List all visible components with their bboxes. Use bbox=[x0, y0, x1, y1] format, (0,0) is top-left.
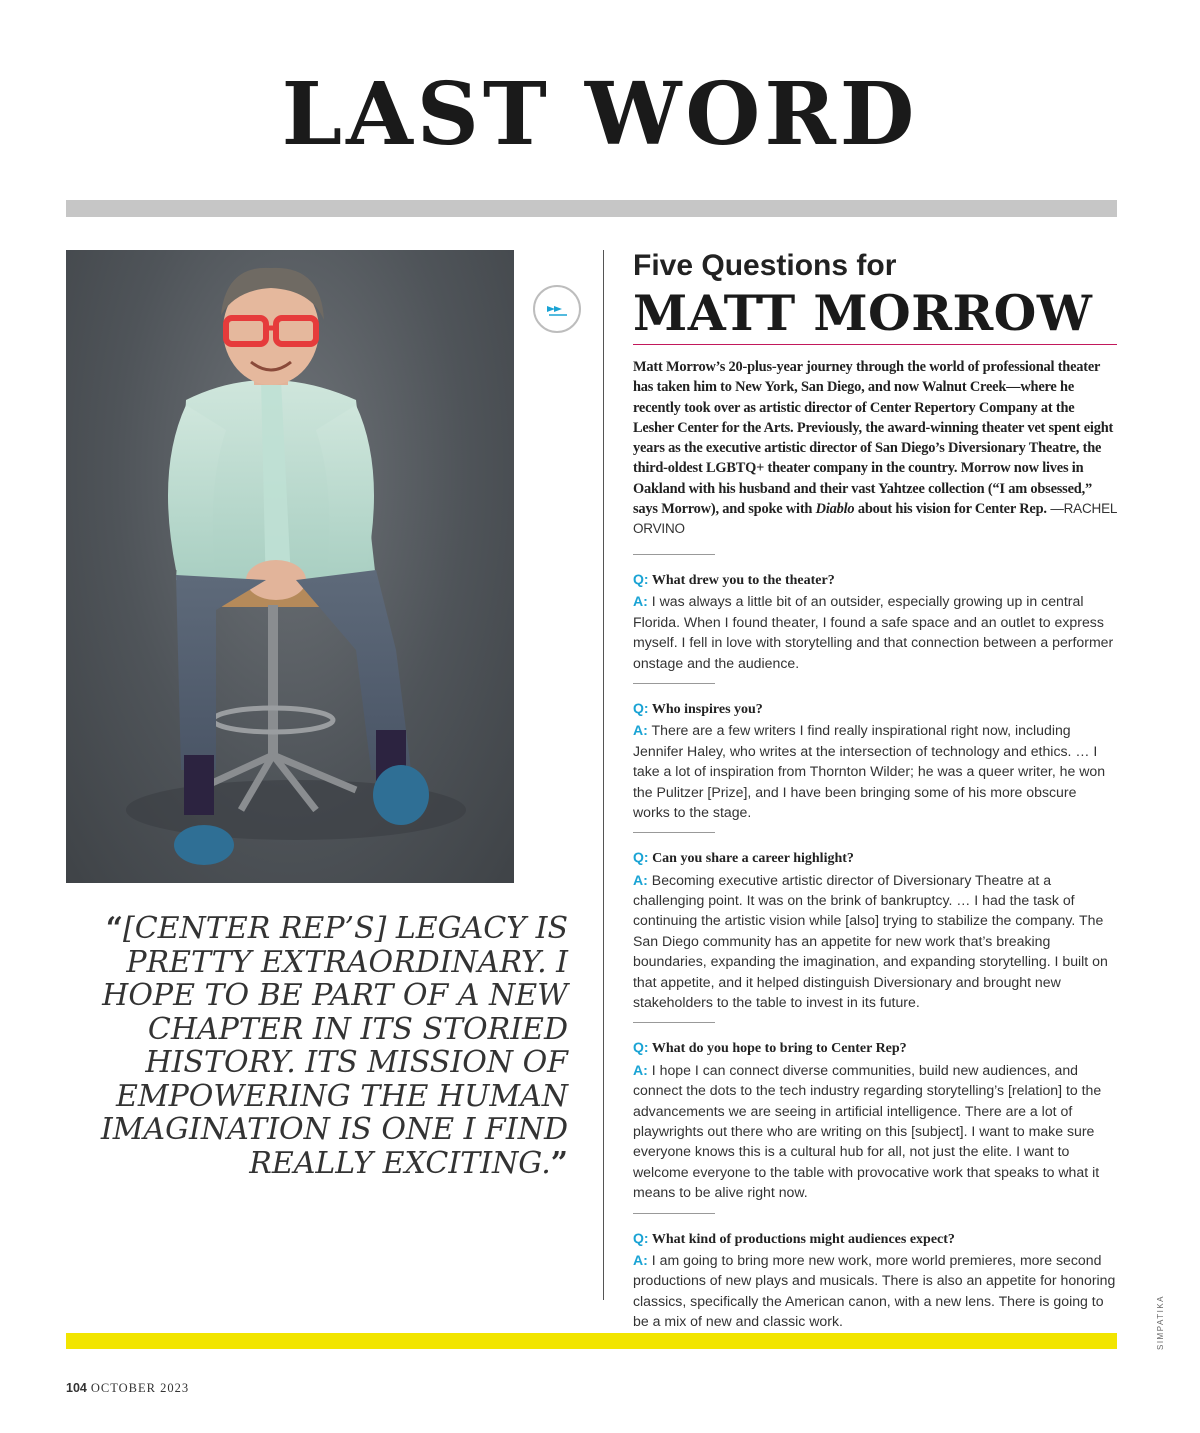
qa-item bbox=[633, 1037, 1117, 1202]
question bbox=[633, 1037, 1117, 1059]
pull-quote bbox=[80, 912, 568, 1180]
question-text: Who inspires you? bbox=[651, 701, 763, 717]
page-number: 104 bbox=[66, 1381, 87, 1395]
answer-text: There are a few writers I find really inspirational right now, including Jennifer Haley, who writes at the intersection of technology and ethics. … I take a lot of inspiration from Thornton Wilder; he was a queer writer, he won the Pulitzer [Prize], and I have been bringing some of his more obscure works to the stage. bbox=[633, 722, 1106, 820]
answer-text: I was always a little bit of an outsider, especially growing up in central Florida. When I found theater, I found a safe space and an outlet to express myself. I fell in love with storytelling and that connection between a performer onstage and the audience. bbox=[633, 593, 1114, 671]
qa-divider bbox=[633, 1213, 715, 1214]
pull-quote-text: [CENTER REP’S] LEGACY IS PRETTY EXTRAORDINARY. I HOPE TO BE PART OF A NEW CHAPTER IN ITS STORIED HISTORY. ITS MISSION OF EMPOWERING THE HUMAN IMAGINATION IS ONE I FIND REALLY EXCITING. bbox=[100, 911, 568, 1181]
portrait-photo bbox=[66, 250, 514, 883]
qa-item bbox=[633, 569, 1117, 673]
intro-text-a: Matt Morrow’s 20-plus-year journey through the world of professional theater has taken him to New York, San Diego, and now Walnut Creek—where he recently took over as artistic director of Center Repertory Company at the Lesher Center for the Arts. Previously, the award-winning theater vet spent eight years as the executive artistic director of San Diego’s Diversionary Theatre, the third-oldest LGBTQ+ theater company in the country. Morrow now lives in Oakland with his husband and their vast Yahtzee collection (“I am obsessed,” says Morrow), and spoke with bbox=[633, 359, 1114, 518]
answer bbox=[633, 1250, 1117, 1332]
a-label: A: bbox=[633, 871, 648, 888]
qa-list bbox=[633, 554, 1117, 1331]
folio bbox=[66, 1381, 189, 1396]
photo-credit: SIMPATIKA bbox=[1156, 1295, 1165, 1350]
answer bbox=[633, 591, 1117, 673]
a-label: A: bbox=[633, 722, 648, 739]
question-text: What kind of productions might audiences expect? bbox=[651, 1231, 955, 1247]
article-title: MATT MORROW bbox=[633, 284, 1093, 342]
answer-text: I hope I can connect diverse communities, build new audiences, and connect the dots to the tech industry regarding storytelling’s [relation] to the advancements we are seeing in artificial intelligence. There are a lot of playwrights out there who are writing on this [subject]. I want to make sure everyone knows this is a cultural hub for all, not just the elite. I want to welcome everyone to the table with provocative work that speaks to what it means to be alive right now. bbox=[633, 1061, 1102, 1201]
issue-date: OCTOBER 2023 bbox=[90, 1381, 190, 1395]
article bbox=[633, 250, 1117, 1332]
open-quote-mark: “ bbox=[105, 911, 123, 946]
q-label: Q: bbox=[633, 1039, 649, 1056]
column-divider bbox=[603, 250, 604, 1300]
q-label: Q: bbox=[633, 699, 649, 716]
answer bbox=[633, 720, 1117, 822]
qa-divider bbox=[633, 554, 715, 555]
article-intro bbox=[633, 357, 1117, 540]
close-quote-mark: ” bbox=[550, 1145, 568, 1181]
arrow-glyph bbox=[545, 301, 569, 317]
a-label: A: bbox=[633, 593, 648, 610]
qa-item bbox=[633, 698, 1117, 822]
arrow-right-icon[interactable] bbox=[533, 285, 581, 333]
intro-text-b: about his vision for Center Rep. bbox=[854, 501, 1047, 518]
title-rule bbox=[633, 344, 1117, 345]
answer-text: I am going to bring more new work, more world premieres, more second productions of new plays and musicals. There is also an appetite for honoring classics, specifically the American canon, with a new lens. There is going to be a mix of new and classic work. bbox=[633, 1251, 1116, 1330]
question-text: Can you share a career highlight? bbox=[652, 851, 854, 867]
q-label: Q: bbox=[633, 849, 649, 866]
question-text: What drew you to the theater? bbox=[651, 573, 835, 589]
top-rule bbox=[66, 200, 1117, 217]
qa-divider bbox=[633, 683, 715, 684]
byline: —RACHEL ORVINO bbox=[633, 501, 1117, 537]
question bbox=[633, 569, 1117, 591]
question bbox=[633, 1228, 1117, 1250]
q-label: Q: bbox=[633, 1229, 649, 1246]
a-label: A: bbox=[633, 1061, 648, 1078]
answer-text: Becoming executive artistic director of Diversionary Theatre at a challenging point. It was on the brink of bankruptcy. … I had the task of continuing the artistic vision while [also] trying to stabilize the company. The San Diego community has an appetite for new work that’s breaking boundaries, expanding the imagination, and expanding storytelling. I built on that appetite, and it helped distinguish Diversionary and brought new stakeholders to the table to invest in its future. bbox=[633, 871, 1108, 1011]
question bbox=[633, 847, 1117, 869]
q-label: Q: bbox=[633, 571, 649, 588]
answer bbox=[633, 1060, 1117, 1203]
answer bbox=[633, 870, 1117, 1013]
question-text: What do you hope to bring to Center Rep? bbox=[651, 1041, 907, 1057]
qa-divider bbox=[633, 1022, 715, 1023]
a-label: A: bbox=[633, 1251, 648, 1268]
bottom-color-bar bbox=[66, 1333, 1117, 1349]
qa-item bbox=[633, 847, 1117, 1012]
qa-divider bbox=[633, 832, 715, 833]
qa-item bbox=[633, 1228, 1117, 1332]
portrait-illustration bbox=[66, 250, 514, 883]
section-title: LAST WORD bbox=[281, 64, 919, 165]
question bbox=[633, 698, 1117, 720]
intro-publication: Diablo bbox=[815, 501, 855, 518]
article-kicker: Five Questions for bbox=[633, 249, 897, 282]
